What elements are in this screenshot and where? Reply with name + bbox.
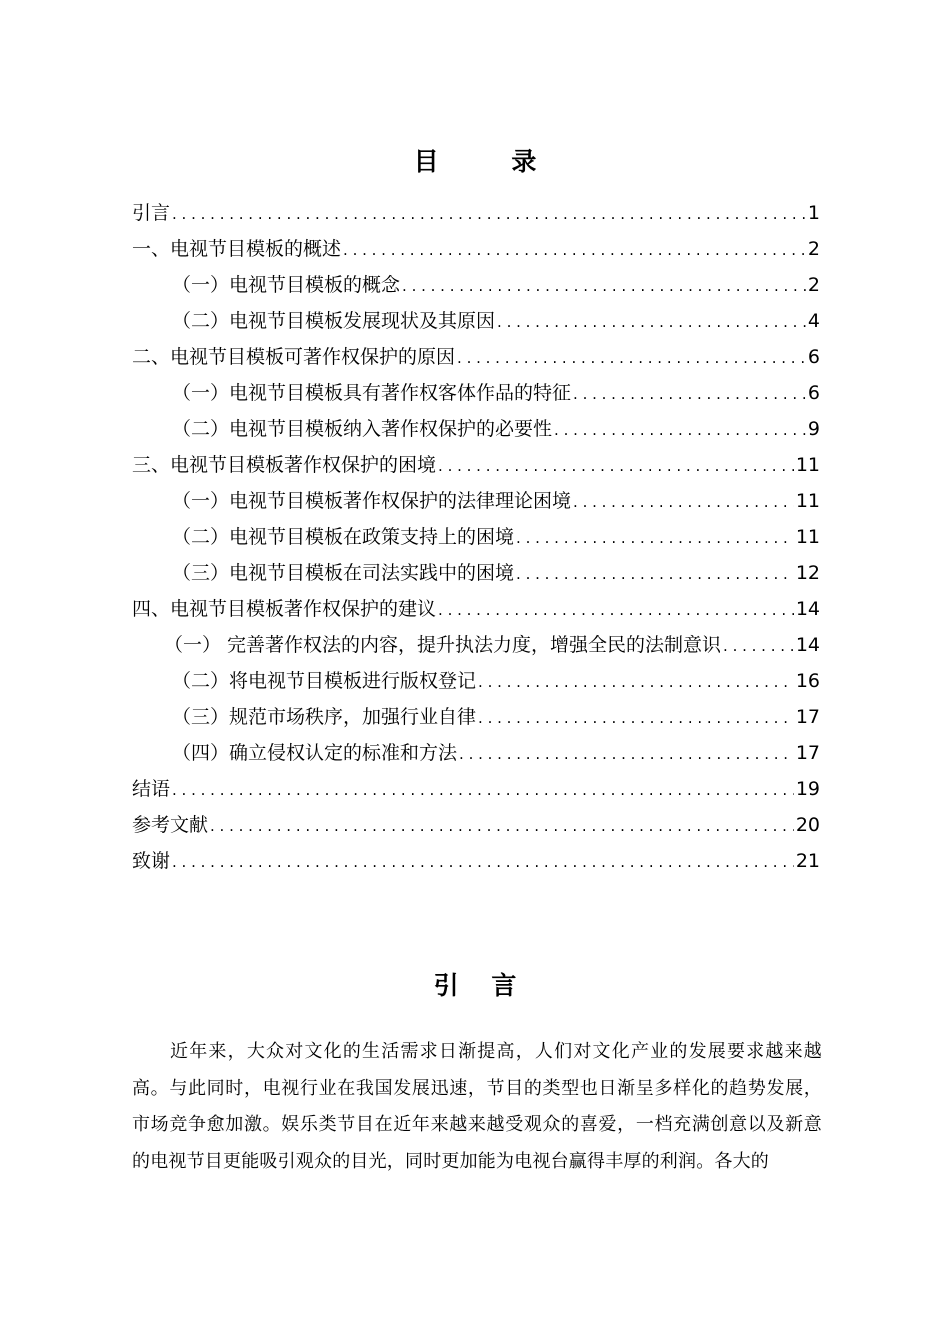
toc-page-number: 20 (795, 814, 820, 836)
toc-page-number: 19 (795, 778, 820, 800)
toc-entry-number: （一） (172, 490, 230, 512)
toc-dot-leader (723, 628, 794, 664)
toc-entry (132, 519, 820, 555)
toc-page-number: 2 (807, 238, 820, 260)
toc-entry (132, 555, 820, 591)
toc-dot-leader (497, 304, 806, 340)
toc-entry-number: （一） (172, 274, 230, 296)
toc-entry (132, 339, 820, 375)
toc-dot-leader (554, 412, 806, 448)
toc-entry-number: 二、 (132, 346, 171, 368)
toc-title: 目 录 (413, 147, 569, 176)
toc-entry-number: （一） (164, 634, 222, 656)
toc-entry-title: 将电视节目模板进行版权登记 (229, 670, 477, 692)
toc-entry-title: 规范市场秩序，加强行业自律 (229, 706, 477, 728)
toc-entry (132, 591, 820, 627)
toc-entry (132, 231, 820, 267)
toc-dot-leader (172, 844, 794, 880)
toc-entry (132, 735, 820, 771)
toc-page-number: 11 (795, 526, 820, 548)
toc-page-number: 1 (807, 202, 820, 224)
intro-paragraph: 近年来，大众对文化的生活需求日渐提高，人们对文化产业的发展要求越来越高。与此同时，电视行业在我国发展迅速，节目的类型也日渐呈多样化的趋势发展，市场竞争愈加激。娱乐类节目在近年来越来越受观众的喜爱，一档充满创意以及新意的电视节目更能吸引观众的目光，同时更加能为电视台赢得丰厚的利润。各大的 (132, 1041, 822, 1172)
toc-page-number: 21 (795, 850, 820, 872)
toc-entry-number: （二） (172, 310, 230, 332)
toc-entry-title: 电视节目模板发展现状及其原因 (229, 310, 496, 332)
toc-entry-title: 电视节目模板在政策支持上的困境 (229, 526, 515, 548)
toc-entry-title: 电视节目模板著作权保护的法律理论困境 (229, 490, 572, 512)
toc-entry-number: （二） (172, 418, 230, 440)
toc-entry-number: （四） (172, 742, 230, 764)
toc-entry-title: 电视节目模板可著作权保护的原因 (170, 346, 456, 368)
toc-entry (132, 375, 820, 411)
toc-page-number: 2 (807, 274, 820, 296)
toc-page-number: 9 (807, 418, 820, 440)
toc-entry-title: 电视节目模板的概述 (170, 238, 342, 260)
intro-title: 引 言 (433, 971, 529, 1000)
toc-entry (132, 267, 820, 303)
toc-entry-title: 结语 (132, 778, 171, 800)
toc-page-number: 11 (795, 490, 820, 512)
toc-entry-number: （三） (172, 562, 230, 584)
toc-dot-leader (478, 664, 794, 700)
toc-entry-title: 完善著作权法的内容，提升执法力度，增强全民的法制意识 (227, 634, 722, 656)
toc-entry (132, 699, 820, 735)
toc-entry (132, 627, 820, 663)
toc-entry-title: 电视节目模板纳入著作权保护的必要性 (229, 418, 553, 440)
toc-entry-number: 四、 (132, 598, 171, 620)
toc-dot-leader (459, 736, 794, 772)
toc-page-number: 6 (807, 346, 820, 368)
toc-dot-leader (172, 772, 794, 808)
toc-page-number: 17 (795, 742, 820, 764)
table-of-contents (132, 195, 820, 879)
toc-entry-number: 一、 (132, 238, 171, 260)
toc-entry (132, 303, 820, 339)
toc-dot-leader (438, 448, 794, 484)
toc-page-number: 17 (795, 706, 820, 728)
toc-entry-number: （二） (172, 670, 230, 692)
toc-page-number: 4 (807, 310, 820, 332)
toc-page-number: 14 (795, 634, 820, 656)
toc-page-number: 16 (795, 670, 820, 692)
toc-dot-leader (516, 520, 794, 556)
toc-page-number: 11 (795, 454, 820, 476)
toc-entry-number: （三） (172, 706, 230, 728)
toc-entry-number: （一） (172, 382, 230, 404)
toc-dot-leader (457, 340, 806, 376)
toc-dot-leader (210, 808, 794, 844)
toc-entry (132, 447, 820, 483)
toc-entry (132, 807, 820, 843)
toc-entry-title: 参考文献 (132, 814, 209, 836)
toc-entry (132, 843, 820, 879)
toc-entry (132, 663, 820, 699)
toc-entry (132, 411, 820, 447)
toc-entry-title: 电视节目模板著作权保护的困境 (170, 454, 437, 476)
toc-entry-title: 引言 (132, 202, 171, 224)
toc-dot-leader (573, 484, 794, 520)
toc-dot-leader (172, 196, 806, 232)
toc-dot-leader (478, 700, 794, 736)
toc-page-number: 14 (795, 598, 820, 620)
toc-entry-title: 致谢 (132, 850, 171, 872)
toc-entry-number: （二） (172, 526, 230, 548)
toc-dot-leader (573, 376, 806, 412)
toc-entry-title: 电视节目模板在司法实践中的困境 (229, 562, 515, 584)
toc-entry-title: 电视节目模板著作权保护的建议 (170, 598, 437, 620)
toc-entry (132, 483, 820, 519)
toc-entry-title: 电视节目模板具有著作权客体作品的特征 (229, 382, 572, 404)
toc-dot-leader (438, 592, 794, 628)
toc-dot-leader (343, 232, 806, 268)
toc-entry-title: 确立侵权认定的标准和方法 (229, 742, 458, 764)
toc-entry-title: 电视节目模板的概念 (229, 274, 401, 296)
toc-page-number: 6 (807, 382, 820, 404)
toc-page-number: 12 (795, 562, 820, 584)
toc-dot-leader (516, 556, 794, 592)
toc-entry (132, 195, 820, 231)
toc-dot-leader (402, 268, 806, 304)
toc-entry-number: 三、 (132, 454, 171, 476)
toc-entry (132, 771, 820, 807)
